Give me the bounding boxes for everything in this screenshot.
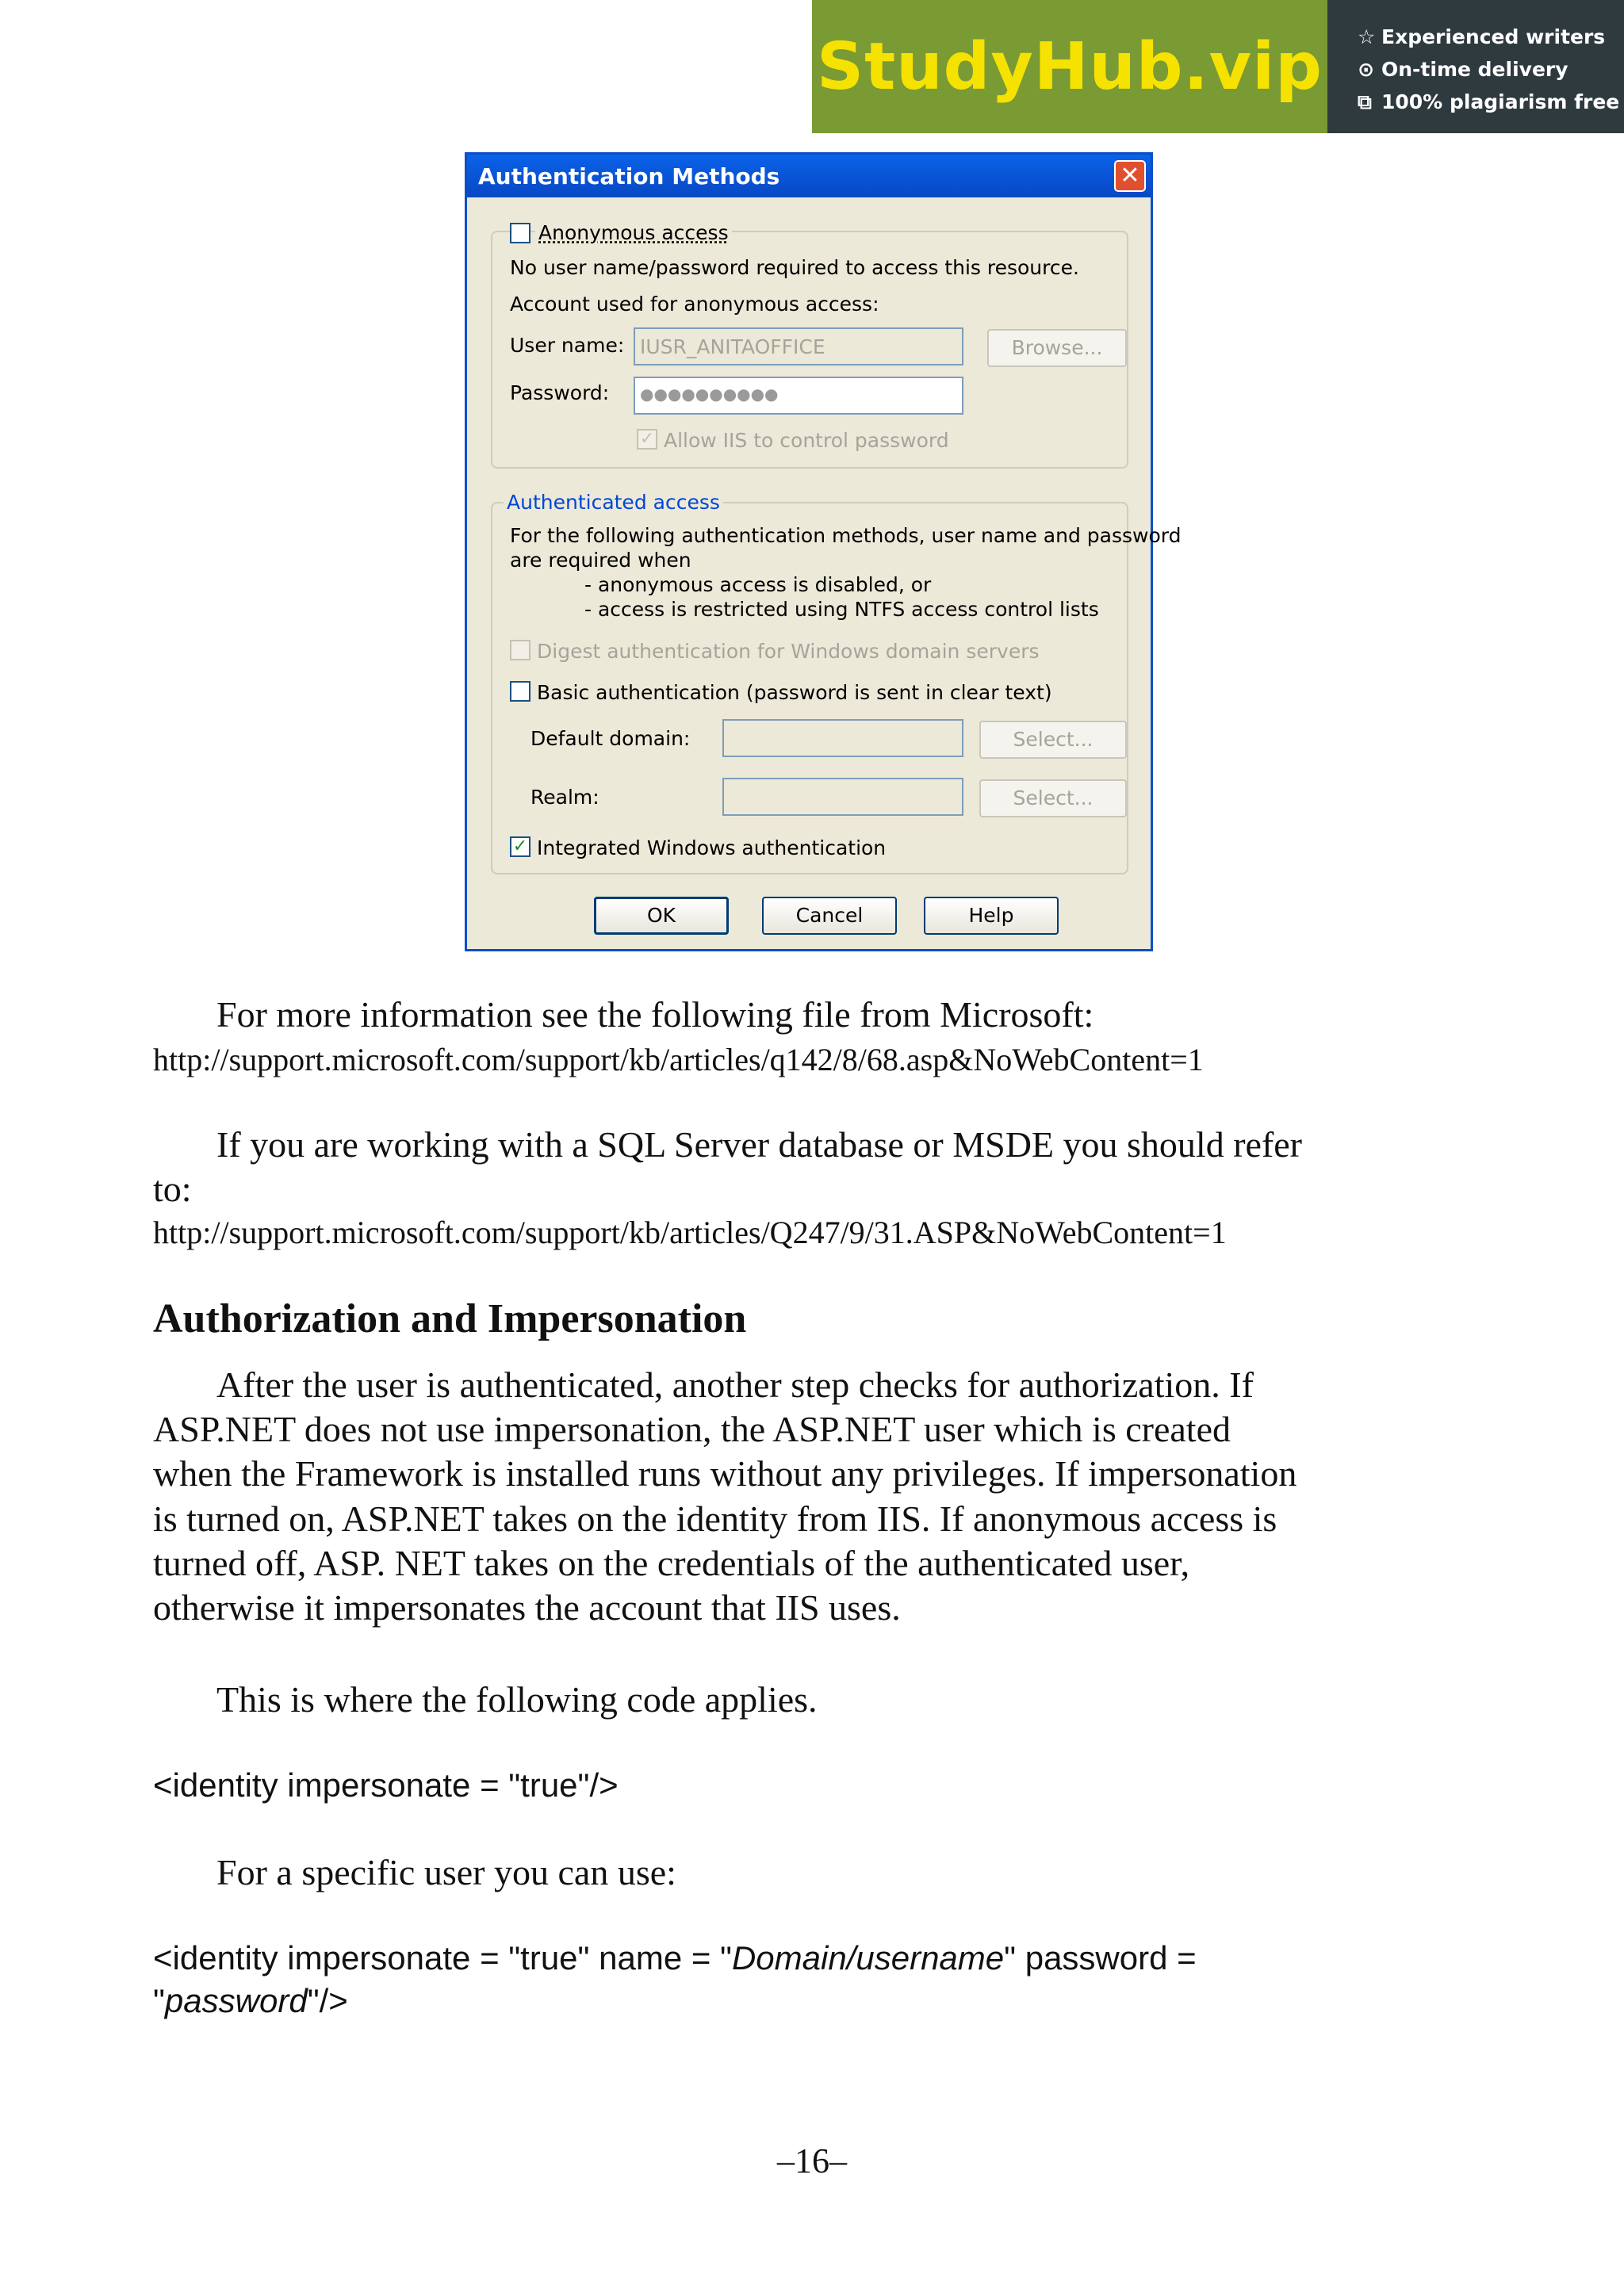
default-domain-label: Default domain:: [530, 727, 691, 750]
browse-button[interactable]: Browse...: [987, 329, 1127, 367]
paragraph-more-info: For more information see the following file from Microsoft:: [216, 994, 1094, 1035]
code-text: " password =: [1004, 1939, 1197, 1976]
password-label: Password:: [510, 381, 610, 404]
microsoft-kb-link-1[interactable]: http://support.microsoft.com/support/kb/articles/q142/8/68.asp&NoWebContent=1: [153, 1042, 1204, 1077]
paragraph-specific-user: For a specific user you can use:: [216, 1852, 676, 1892]
username-input[interactable]: IUSR_ANITAOFFICE: [634, 327, 963, 365]
section-heading: Authorization and Impersonation: [153, 1296, 747, 1341]
digest-auth-checkbox[interactable]: [510, 640, 530, 660]
allow-iis-password-checkbox[interactable]: ✓: [637, 429, 657, 450]
code-placeholder-password: password: [164, 1982, 308, 2019]
authentication-methods-dialog: [465, 152, 1182, 951]
ok-button[interactable]: OK: [594, 897, 729, 935]
paragraph-sql-server-line2: to:: [153, 1169, 192, 1209]
integrated-windows-auth-label: Integrated Windows authentication: [537, 836, 887, 859]
cancel-button[interactable]: Cancel: [762, 897, 897, 935]
realm-input[interactable]: [722, 778, 963, 816]
studyhub-banner[interactable]: [812, 0, 1624, 133]
anonymous-description: No user name/password required to access this resource.: [510, 256, 1079, 279]
star-icon: ☆: [1358, 25, 1376, 48]
banner-feature: [1358, 53, 1624, 86]
username-label: User name:: [510, 334, 625, 357]
close-icon[interactable]: ✕: [1114, 160, 1146, 192]
code-identity-user-line2: [153, 1982, 348, 2020]
code-placeholder-domain-username: Domain/username: [731, 1939, 1005, 1976]
basic-auth-checkbox[interactable]: [510, 681, 530, 702]
authenticated-desc-line2: are required when: [510, 549, 691, 572]
banner-feature: [1358, 21, 1624, 53]
default-domain-input[interactable]: [722, 719, 963, 757]
paragraph-authorization-line6: otherwise it impersonates the account that IIS uses.: [153, 1587, 901, 1628]
authenticated-desc-bullet2: - access is restricted using NTFS access control lists: [584, 598, 1099, 621]
allow-iis-password-label: Allow IIS to control password: [664, 429, 949, 452]
dialog-titlebar[interactable]: [467, 155, 1151, 197]
code-identity-user-line1: [153, 1939, 1197, 1977]
paragraph-authorization-line4: is turned on, ASP.NET takes on the identity from IIS. If anonymous access is: [153, 1498, 1277, 1539]
banner-feature-label: Experienced writers: [1381, 25, 1606, 48]
authenticated-desc-line1: For the following authentication methods, user name and password: [510, 524, 1182, 547]
dialog-title: Authentication Methods: [478, 163, 780, 189]
clock-icon: ⊙: [1358, 58, 1374, 81]
paragraph-authorization-line2: ASP.NET does not use impersonation, the ASP.NET user which is created: [153, 1409, 1231, 1449]
paragraph-authorization-line1: After the user is authenticated, another step checks for authorization. If: [216, 1364, 1254, 1405]
code-text: "/>: [307, 1982, 348, 2019]
password-input[interactable]: ●●●●●●●●●●: [634, 377, 963, 415]
code-text: ": [153, 1982, 165, 2019]
anonymous-access-checkbox[interactable]: [510, 223, 530, 243]
authenticated-desc-bullet1: - anonymous access is disabled, or: [584, 573, 932, 596]
banner-feature-label: 100% plagiarism free: [1381, 90, 1620, 113]
realm-select-button[interactable]: Select...: [979, 779, 1127, 817]
paragraph-code-intro: This is where the following code applies.: [216, 1679, 818, 1720]
page-number: –16–: [777, 2141, 847, 2180]
banner-feature-label: On-time delivery: [1381, 58, 1568, 81]
brand-logo-text: StudyHub.vip: [817, 29, 1323, 105]
banner-feature: [1358, 86, 1624, 118]
help-button[interactable]: Help: [924, 897, 1059, 935]
paragraph-authorization-line3: when the Framework is installed runs without any privileges. If impersonation: [153, 1453, 1297, 1494]
basic-auth-label: Basic authentication (password is sent in clear text): [537, 681, 1052, 704]
banner-features: [1327, 0, 1624, 133]
authenticated-access-legend: Authenticated access: [504, 491, 723, 514]
anonymous-access-label: Anonymous access: [535, 221, 732, 244]
default-domain-select-button[interactable]: Select...: [979, 721, 1127, 759]
brand-logo[interactable]: [812, 0, 1327, 133]
anonymous-account-label: Account used for anonymous access:: [510, 293, 879, 316]
paragraph-authorization-line5: turned off, ASP. NET takes on the credentials of the authenticated user,: [153, 1543, 1190, 1583]
code-text: <identity impersonate = "true" name = ": [153, 1939, 732, 1976]
copy-icon: ⧉: [1358, 90, 1372, 113]
paragraph-sql-server-line1: If you are working with a SQL Server database or MSDE you should refer: [216, 1124, 1302, 1165]
digest-auth-label: Digest authentication for Windows domain servers: [537, 640, 1040, 663]
integrated-windows-auth-checkbox[interactable]: ✓: [510, 836, 530, 857]
realm-label: Realm:: [530, 786, 599, 809]
microsoft-kb-link-2[interactable]: http://support.microsoft.com/support/kb/articles/Q247/9/31.ASP&NoWebContent=1: [153, 1215, 1227, 1250]
code-identity-impersonate: <identity impersonate = "true"/>: [153, 1766, 619, 1804]
